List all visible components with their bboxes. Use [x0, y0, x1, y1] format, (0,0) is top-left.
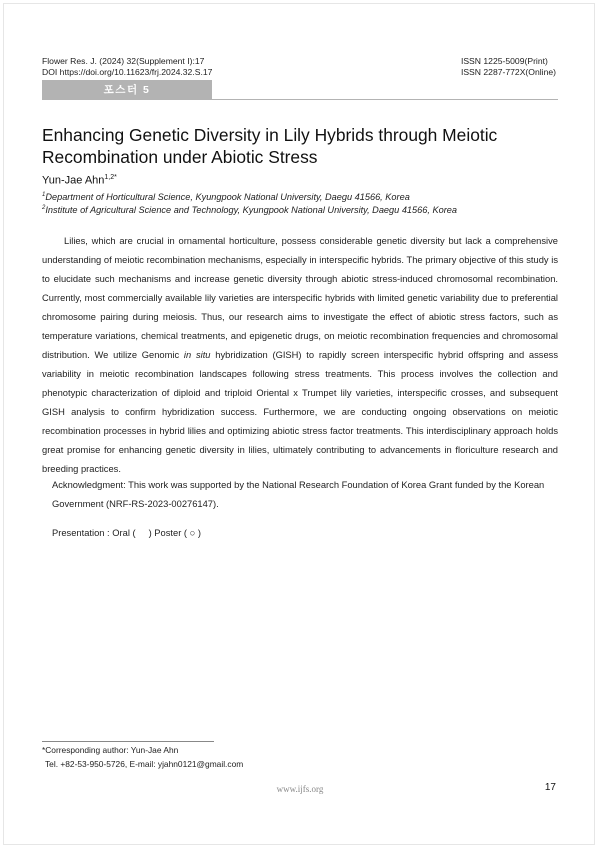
author-line [42, 174, 117, 187]
page-number: 17 [544, 782, 556, 793]
abstract-body [42, 232, 558, 479]
journal-website: www.ijfs.org [276, 784, 324, 794]
affiliation-text: Department of Horticultural Science, Kyungpook National University, Daegu 41566, Korea [45, 192, 410, 203]
issn-block [461, 56, 556, 78]
banner-rule [212, 99, 558, 100]
affiliation-mark: 2 [42, 205, 46, 211]
acknowledgment: Acknowledgment: This work was supported by the National Research Foundation of Korea Grant funded by the Korean Government (NRF-RS-2023-00276147). [52, 480, 545, 509]
author-marks: 1,2* [104, 174, 117, 181]
section-banner: 포스터 5 [42, 80, 212, 100]
affiliation-1 [42, 192, 410, 202]
abstract-italic-term: in situ [183, 350, 211, 360]
paper-title: Enhancing Genetic Diversity in Lily Hybrids through Meiotic Recombination under Abiotic Stress [42, 125, 498, 167]
issn-online: ISSN 2287-772X(Online) [460, 67, 556, 77]
issn-print: ISSN 1225-5009(Print) [460, 56, 548, 66]
footnote-rule [42, 741, 214, 742]
author-name: Yun-Jae Ahn [42, 174, 105, 187]
doi-line: DOI https://doi.org/10.11623/frj.2024.32.S.17 [42, 67, 213, 77]
abstract-part-2: hybridization (GISH) to rapidly screen interspecific hybrid offspring and assess variability in meiotic recombination landscapes following stress treatments. This process involves the collection and phenotypic characterization of diploid and triploid Oriental x Trumpet lily varieties, interspecific crosses, and subsequent GISH analysis to confirm hybridization success. Furthermore, we are conducting ongoing observations on meiotic recombination processes in hybrid lilies and optimizing abiotic stress factor treatments. This interdisciplinary approach holds great promise for enhancing genetic diversity in lilies, ultimately contributing to advancements in floriculture research and breeding practices. [42, 350, 559, 474]
journal-citation [42, 56, 212, 78]
affiliation-mark: 1 [42, 192, 46, 198]
abstract-part-1: Lilies, which are crucial in ornamental horticulture, possess considerable genetic diversity but lack a comprehensive understanding of meiotic recombination mechanisms, especially in interspecific hybrids. The primary objective of this study is to elucidate such mechanisms and increase genetic diversity through abiotic stress-induced chromosomal recombination. Currently, most commercially available lily varieties are interspecific hybrids with limited genetic variability due to preferential chromosome pairing during meiosis. Thus, our research aims to investigate the effect of abiotic stress factors, such as temperature variations, chemical treatments, and epigenetic drugs, on meiotic recombination frequencies and chromosomal distribution. We utilize Genomic [42, 236, 558, 360]
journal-line: Flower Res. J. (2024) 32(Supplement I):17 [42, 56, 205, 66]
presentation-type: Presentation : Oral ( ) Poster ( ○ ) [52, 528, 201, 538]
contact-note: Tel. +82-53-950-5726, E-mail: yjahn0121@gmail.com [45, 759, 244, 769]
affiliation-2 [42, 205, 457, 215]
corresponding-author-note: *Corresponding author: Yun-Jae Ahn [42, 745, 179, 755]
affiliation-text: Institute of Agricultural Science and Technology, Kyungpook National University, Daegu 41566, Korea [45, 205, 457, 216]
